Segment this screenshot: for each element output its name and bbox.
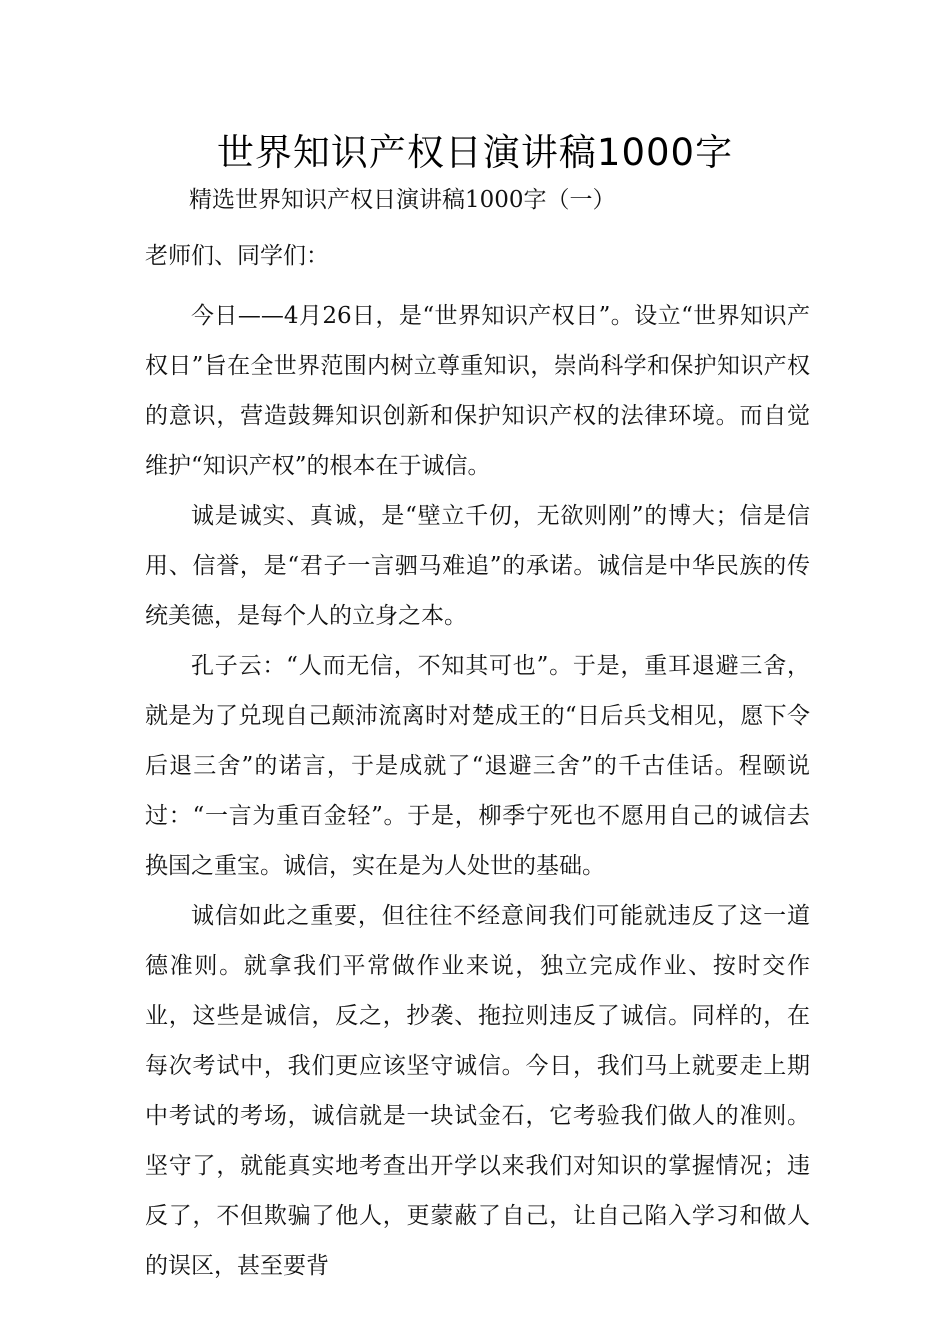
paragraph: 诚信如此之重要，但往往不经意间我们可能就违反了这一道德准则。就拿我们平常做作业来说，独立完成作业、按时交作业，这些是诚信，反之，抄袭、拖拉则违反了诚信。同样的，在每次考试中，我们更应该坚守诚信。今日，我们马上就要走上期中考试的考场，诚信就是一块试金石，它考验我们做人的准则。坚守了，就能真实地考查出开学以来我们对知识的掌握情况；违反了，不但欺骗了他人，更蒙蔽了自己，让自己陷入学习和做人的误区，甚至要背 — [145, 903, 810, 1279]
salutation: 老师们、同学们： — [145, 243, 329, 269]
document-body — [145, 180, 810, 1291]
document-title: 世界知识产权日演讲稿1000字 — [216, 131, 734, 174]
paragraph: 孔子云：“人而无信，不知其可也”。于是，重耳退避三舍，就是为了兑现自己颠沛流离时对楚成王的“日后兵戈相见，愿下令后退三舍”的诺言，于是成就了“退避三舍”的千古佳话。程颐说过：“一言为重百金轻”。于是，柳季宁死也不愿用自己的诚信去换国之重宝。诚信，实在是为人处世的基础。 — [145, 653, 810, 879]
paragraph: 今日——4月26日，是“世界知识产权日”。设立“世界知识产权日”旨在全世界范围内树立尊重知识，崇尚科学和保护知识产权的意识，营造鼓舞知识创新和保护知识产权的法律环境。而自觉维护“知识产权”的根本在于诚信。 — [145, 303, 810, 479]
paragraph-spacer — [145, 276, 810, 291]
document-subtitle: 精选世界知识产权日演讲稿1000字（一） — [189, 187, 616, 213]
paragraph: 诚是诚实、真诚，是“壁立千仞，无欲则刚”的博大；信是信用、信誉，是“君子一言驷马难追”的承诺。诚信是中华民族的传统美德，是每个人的立身之本。 — [145, 503, 810, 629]
